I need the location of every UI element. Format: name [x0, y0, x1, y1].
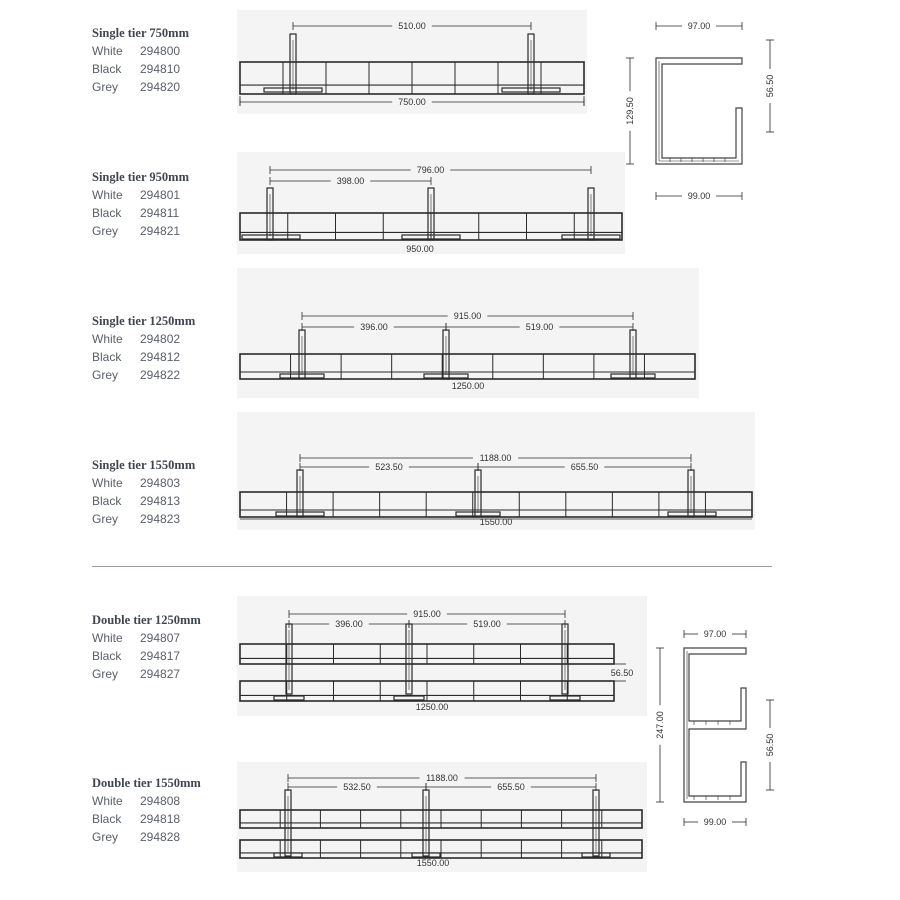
variant-code: 294802 — [140, 332, 181, 346]
profile-section — [684, 648, 746, 802]
variant-color: Black — [92, 494, 122, 508]
dimension-label: 750.00 — [398, 97, 426, 107]
dimension-label: 1250.00 — [451, 381, 485, 391]
dimension-label: 56.50 — [765, 74, 775, 98]
tray-outline — [240, 492, 752, 517]
variant-color: Black — [92, 812, 122, 826]
dimension-label: 56.50 — [610, 668, 634, 678]
dimension-label: 97.00 — [703, 629, 727, 639]
clamp-foot — [456, 512, 500, 516]
dimension-label: 519.00 — [473, 619, 501, 629]
variant-code: 294823 — [140, 512, 181, 526]
variant-code: 294827 — [140, 667, 181, 681]
clamp-foot — [394, 696, 424, 700]
dimension-label: 523.50 — [375, 462, 403, 472]
variant-color: Grey — [92, 80, 119, 94]
variant-code: 294818 — [140, 812, 181, 826]
variant-color: Black — [92, 206, 122, 220]
clamp-foot — [412, 853, 440, 857]
spec-title: Single tier 950mm — [92, 170, 189, 184]
clamp-foot — [668, 512, 716, 516]
dimension-label: 519.00 — [525, 322, 554, 332]
variant-code: 294808 — [140, 794, 181, 808]
spec-title: Double tier 1550mm — [92, 776, 201, 790]
dimension-label: 1550.00 — [416, 858, 450, 868]
variant-code: 294801 — [140, 188, 181, 202]
dimension-label: 950.00 — [406, 244, 434, 254]
variant-code: 294813 — [140, 494, 181, 508]
variant-color: White — [92, 794, 123, 808]
spec-title: Double tier 1250mm — [92, 613, 201, 627]
spec-title: Single tier 750mm — [92, 26, 189, 40]
dimension-label: 99.00 — [687, 191, 711, 201]
dimension-label: 1550.00 — [479, 517, 513, 527]
dimension-label: 56.50 — [765, 733, 775, 757]
variant-color: Grey — [92, 667, 119, 681]
variant-color: White — [92, 631, 123, 645]
dimension-label: 796.00 — [416, 165, 445, 175]
variant-color: White — [92, 44, 123, 58]
dimension-label: 915.00 — [453, 311, 482, 321]
variant-color: White — [92, 188, 123, 202]
variant-code: 294828 — [140, 830, 181, 844]
variant-color: Grey — [92, 368, 119, 382]
dimension-label: 510.00 — [398, 21, 426, 31]
dimension-label: 1188.00 — [426, 773, 458, 783]
dimension-label: 1250.00 — [415, 702, 449, 712]
dimension-label: 915.00 — [413, 609, 441, 619]
dimension-label: 1188.00 — [479, 453, 512, 463]
variant-color: Grey — [92, 512, 119, 526]
clamp-foot — [274, 853, 302, 857]
clamp-foot — [242, 235, 300, 239]
variant-color: Grey — [92, 830, 119, 844]
clamp-foot — [550, 696, 580, 700]
variant-code: 294803 — [140, 476, 181, 490]
clamp-foot — [582, 853, 610, 857]
clamp-foot — [276, 512, 324, 516]
dimension-label: 247.00 — [655, 711, 665, 739]
variant-code: 294800 — [140, 44, 181, 58]
dimension-label: 396.00 — [335, 619, 363, 629]
variant-code: 294810 — [140, 62, 181, 76]
variant-color: Black — [92, 649, 122, 663]
dimension-label: 129.50 — [625, 97, 635, 125]
spec-title: Single tier 1550mm — [92, 458, 196, 472]
variant-color: White — [92, 476, 123, 490]
dimension-label: 532.50 — [343, 782, 371, 792]
variant-color: White — [92, 332, 123, 346]
spec-title: Single tier 1250mm — [92, 314, 196, 328]
dimension-label: 398.00 — [336, 176, 365, 186]
variant-code: 294820 — [140, 80, 181, 94]
variant-code: 294812 — [140, 350, 181, 364]
dimension-label: 97.00 — [687, 21, 711, 31]
profile-section — [656, 58, 742, 164]
variant-color: Black — [92, 350, 122, 364]
dimension-label: 99.00 — [703, 817, 727, 827]
dimension-label: 655.50 — [497, 782, 525, 792]
variant-code: 294807 — [140, 631, 181, 645]
dimension-label: 396.00 — [360, 322, 388, 332]
variant-color: Black — [92, 62, 122, 76]
variant-code: 294817 — [140, 649, 181, 663]
dimension-label: 655.50 — [570, 462, 599, 472]
clamp-foot — [274, 696, 304, 700]
variant-code: 294811 — [140, 206, 180, 220]
variant-code: 294821 — [140, 224, 181, 238]
variant-color: Grey — [92, 224, 119, 238]
variant-code: 294822 — [140, 368, 181, 382]
